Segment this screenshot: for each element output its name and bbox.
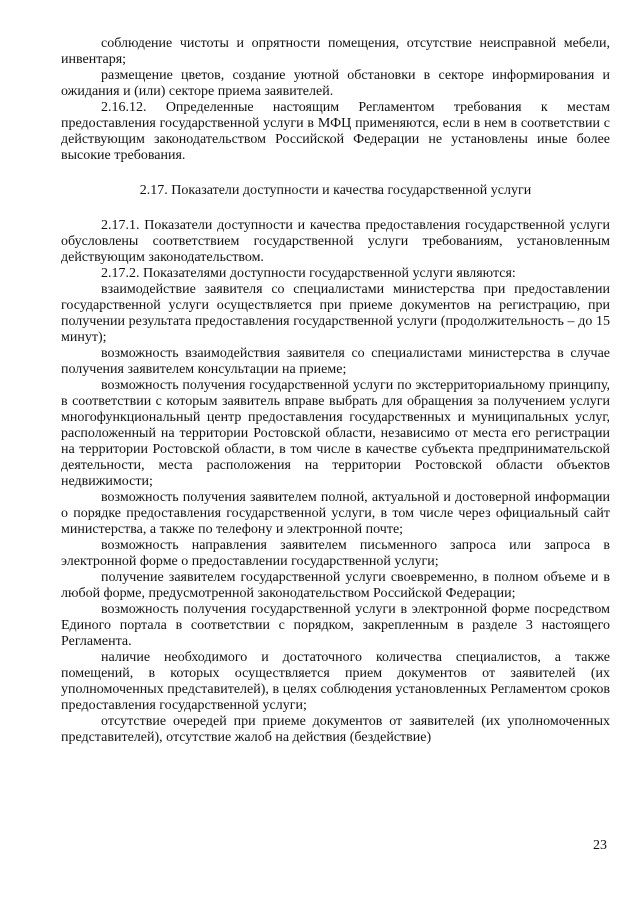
section-heading: 2.17. Показатели доступности и качества государственной услуги — [139, 183, 532, 198]
paragraph-extraterritorial: возможность получения государственной услуги по экстерриториальному принципу, в соответствии с которым заявитель вправе выбрать для обращения за получением услуги многофункциональный центр предоставления государственных и муниципальных услуг, расположенный на территории Ростовской области, независимо от места его регистрации на территории Ростовской области, в том числе в качестве субъекта предпринимательской деятельности, места расположения на территории Ростовской области объектов недвижимости; — [61, 378, 610, 489]
paragraph-electronic-form: возможность получения государственной услуги в электронной форме посредством Единого портала в соответствии с порядком, закрепленным в разделе 3 настоящего Регламента. — [61, 602, 610, 649]
paragraph-2-17-2: 2.17.2. Показателями доступности государственной услуги являются: — [101, 266, 516, 281]
page-content — [61, 36, 610, 746]
paragraph-flowers: размещение цветов, создание уютной обстановки в секторе информирования и ожидания и (или) секторе приема заявителей. — [61, 68, 610, 99]
paragraph-cleanliness: соблюдение чистоты и опрятности помещения, отсутствие неисправной мебели, инвентаря; — [61, 36, 610, 67]
paragraph-timely-service: получение заявителем государственной услуги своевременно, в полном объеме и в любой форме, предусмотренной законодательством Российской Федерации; — [61, 570, 610, 601]
page-number: 23 — [593, 838, 607, 853]
paragraph-interaction: взаимодействие заявителя со специалистами министерства при предоставлении государственной услуги осуществляется при приеме документов на регистрацию, при получении результата предоставления государственной услуги (продолжительность – до 15 минут); — [61, 282, 610, 345]
paragraph-consultation: возможность взаимодействия заявителя со специалистами министерства в случае получения заявителем консультации на приеме; — [61, 346, 610, 377]
paragraph-2-17-1: 2.17.1. Показатели доступности и качества предоставления государственной услуги обусловлены соответствием государственной услуги требованиям, установленным действующим законодательством. — [61, 218, 610, 265]
paragraph-information: возможность получения заявителем полной, актуальной и достоверной информации о порядке предоставления государственной услуги, в том числе через официальный сайт министерства, а также по телефону и электронной почте; — [61, 490, 610, 537]
paragraph-no-queues: отсутствие очередей при приеме документов от заявителей (их уполномоченных представителей), отсутствие жалоб на действия (бездействие) — [61, 714, 610, 745]
paragraph-specialists: наличие необходимого и достаточного количества специалистов, а также помещений, в которых осуществляется прием документов от заявителей (их уполномоченных представителей), в целях соблюдения установленных Регламентом сроков предоставления государственной услуги; — [61, 650, 610, 713]
paragraph-written-request: возможность направления заявителем письменного запроса или запроса в электронной форме о предоставлении государственной услуги; — [61, 538, 610, 569]
paragraph-2-16-12: 2.16.12. Определенные настоящим Регламентом требования к местам предоставления государственной услуги в МФЦ применяются, если в нем в соответствии с действующим законодательством Российской Федерации не установлены иные более высокие требования. — [61, 100, 610, 163]
